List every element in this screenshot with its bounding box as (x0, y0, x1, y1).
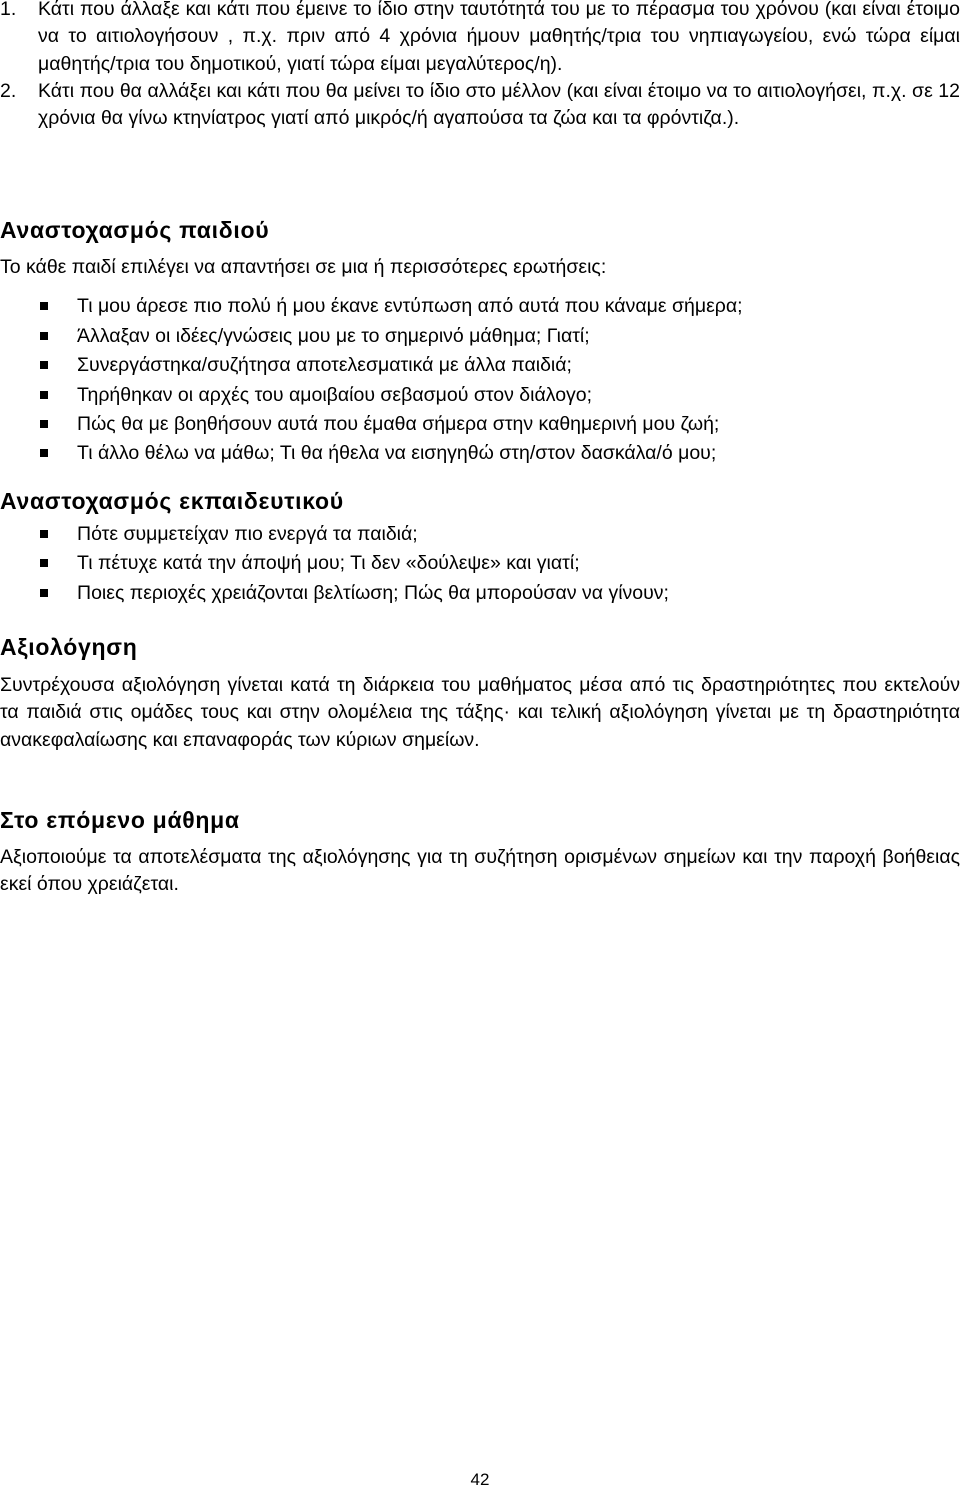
list-item-text: Συνεργάστηκα/συζήτησα αποτελεσματικά με άλλα παιδιά; (77, 354, 572, 377)
section-heading: Αναστοχασμός εκπαιδευτικού (0, 488, 344, 514)
section-heading: Αναστοχασμός παιδιού (0, 217, 270, 243)
list-item-text: Τι πέτυχε κατά την άποψή μου; Τι δεν «δούλεψε» και γιατί; (77, 552, 580, 575)
square-bullet-icon (40, 332, 48, 340)
list-item (0, 549, 960, 578)
list-item-text: Πότε συμμετείχαν πιο ενεργά τα παιδιά; (77, 523, 418, 545)
section-next-lesson (0, 805, 960, 899)
list-item (0, 579, 960, 608)
list-item (0, 322, 960, 351)
list-item-text: Ποιες περιοχές χρειάζονται βελτίωση; Πώς θα μπορούσαν να γίνουν; (77, 581, 669, 604)
list-item (0, 351, 960, 380)
list-item (0, 439, 960, 468)
square-bullet-icon (40, 530, 48, 538)
list-item (0, 410, 960, 439)
list-item (0, 520, 960, 549)
section-text: Συντρέχουσα αξιολόγηση γίνεται κατά τη διάρκεια του μαθήματος μέσα από τις δραστηριότητες που εκτελούν τα παιδιά στις ομάδες τους και στην ολομέλεια της τάξης· και τελική αξιολόγηση γίνεται με τη δραστηριότητα ανακεφαλαίωσης και επαναφοράς των κύριων σημείων. (0, 674, 960, 751)
square-bullet-icon (40, 302, 48, 310)
square-bullet-icon (40, 361, 48, 369)
section-assessment (0, 632, 960, 754)
page-number: 42 (470, 1470, 490, 1489)
item-number: 1. (0, 0, 17, 20)
question-list (0, 520, 960, 608)
item-text: Κάτι που θα αλλάξει και κάτι που θα μείνει το ίδιο στο μέλλον (και είναι έτοιμο να το αιτιολογήσει, π.χ. σε 12 χρόνια θα γίνω κτηνίατρος γιατί από μικρός/ή αγαπούσα τα ζώα και τα φρόντιζα.). (38, 79, 960, 130)
section-intro: Το κάθε παιδί επιλέγει να απαντήσει σε μια ή περισσότερες ερωτήσεις: (0, 256, 607, 278)
numbered-item (0, 0, 960, 78)
item-text: Κάτι που άλλαξε και κάτι που έμεινε το ίδιο στην ταυτότητά του με το πέρασμα του χρόνου (και είναι έτοιμο να το αιτιολογήσουν , π.χ. πριν από 4 χρόνια ήμουν μαθητής/τρια του νηπιαγωγείου, ενώ τώρα είμαι μαθητής/τρια του δημοτικού, γιατί τώρα είμαι μεγαλύτερος/η). (38, 0, 960, 75)
square-bullet-icon (40, 391, 48, 399)
square-bullet-icon (40, 420, 48, 428)
section-child-reflection (0, 215, 960, 469)
list-item-text: Τι μου άρεσε πιο πολύ ή μου έκανε εντύπωση από αυτά που κάναμε σήμερα; (77, 295, 743, 318)
question-list (0, 292, 960, 468)
numbered-list (0, 0, 960, 132)
list-item-text: Άλλαξαν οι ιδέες/γνώσεις μου με το σημερινό μάθημα; Γιατί; (77, 324, 590, 347)
item-number: 2. (0, 79, 17, 102)
list-item-text: Πώς θα με βοηθήσουν αυτά που έμαθα σήμερα στην καθημερινή μου ζωή; (77, 412, 720, 435)
square-bullet-icon (40, 559, 48, 567)
section-teacher-reflection (0, 486, 960, 608)
section-heading: Αξιολόγηση (0, 634, 138, 660)
square-bullet-icon (40, 449, 48, 457)
section-heading: Στο επόμενο μάθημα (0, 807, 240, 833)
list-item (0, 381, 960, 410)
square-bullet-icon (40, 589, 48, 597)
list-item-text: Τηρήθηκαν οι αρχές του αμοιβαίου σεβασμού στον διάλογο; (77, 383, 593, 406)
list-item (0, 292, 960, 321)
list-item-text: Τι άλλο θέλω να μάθω; Τι θα ήθελα να εισηγηθώ στη/στον δασκάλα/ό μου; (77, 442, 717, 465)
section-text: Αξιοποιούμε τα αποτελέσματα της αξιολόγησης για τη συζήτηση ορισμένων σημείων και την παροχή βοήθειας εκεί όπου χρειάζεται. (0, 846, 960, 896)
numbered-item (0, 78, 960, 133)
